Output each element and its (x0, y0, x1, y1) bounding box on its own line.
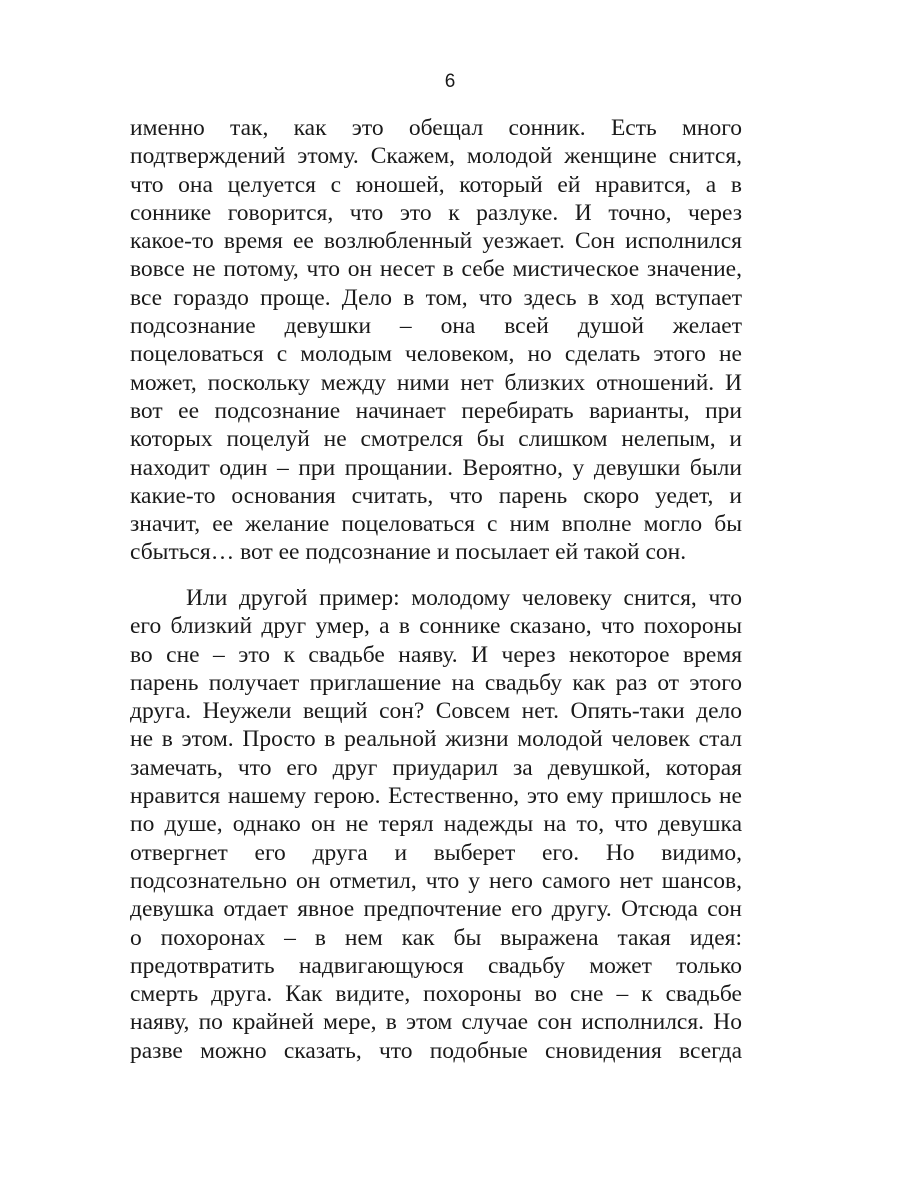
text-line: сбыться… вот ее подсознание и посылает ей такой сон. (130, 539, 687, 566)
paragraph-1 (130, 114, 742, 567)
text-line: все гораздо проще. Дело в том, что здесь в ход вступает (130, 284, 742, 311)
paragraph-2 (130, 584, 742, 1065)
text-line: парень получает приглашение на свадьбу как раз от этого (130, 669, 742, 696)
text-line: вот ее подсознание начинает перебирать варианты, при (130, 397, 742, 424)
text-line: девушка отдает явное предпочтение его другу. Отсюда сон (130, 896, 742, 923)
text-line: его близкий друг умер, а в соннике сказано, что похороны (130, 613, 742, 640)
text-line: наяву, по крайней мере, в этом случае сон исполнился. Но (130, 1009, 742, 1036)
text-line: именно так, как это обещал сонник. Есть много (130, 115, 742, 141)
text-line: смерть друга. Как видите, похороны во сне – к свадьбе (130, 981, 742, 1008)
text-line: не в этом. Просто в реальной жизни молодой человек стал (130, 726, 742, 753)
page-number: 6 (444, 71, 456, 92)
text-line: замечать, что его друг приударил за девушкой, которая (130, 754, 742, 781)
text-line: находит один – при прощании. Вероятно, у девушки были (130, 454, 742, 481)
text-line: предотвратить надвигающуюся свадьбу может только (130, 952, 742, 979)
text-line: отвергнет его друга и выберет его. Но видимо, (130, 839, 742, 866)
text-line: подсознание девушки – она всей душой желает (130, 313, 742, 340)
text-line: разве можно сказать, что подобные сновидения всегда (130, 1037, 742, 1064)
text-line: о похоронах – в нем как бы выражена такая идея: (130, 924, 742, 951)
text-line: какие-то основания считать, что парень скоро уедет, и (130, 482, 742, 509)
text-line: подсознательно он отметил, что у него самого нет шансов, (130, 867, 742, 894)
text-line: вовсе не потому, что он несет в себе мистическое значение, (130, 256, 742, 283)
text-line: значит, ее желание поцеловаться с ним вполне могло бы (130, 511, 742, 538)
text-line: по душе, однако он не терял надежды на то, что девушка (130, 811, 742, 838)
text-line: может, поскольку между ними нет близких отношений. И (130, 369, 742, 396)
text-line: друга. Неужели вещий сон? Совсем нет. Опять-таки дело (130, 698, 742, 725)
text-line: Или другой пример: молодому человеку снится, что (186, 585, 742, 611)
text-line: которых поцелуй не смотрелся бы слишком нелепым, и (130, 426, 742, 453)
text-line: во сне – это к свадьбе наяву. И через некоторое время (130, 641, 742, 668)
text-line: подтверждений этому. Скажем, молодой женщине снится, (130, 143, 742, 170)
text-line: какое-то время ее возлюбленный уезжает. Сон исполнился (130, 228, 742, 255)
text-line: нравится нашему герою. Естественно, это ему пришлось не (130, 783, 742, 810)
text-line: что она целуется с юношей, который ей нравится, а в (130, 171, 742, 198)
text-line: поцеловаться с молодым человеком, но сделать этого не (130, 341, 742, 368)
text-line: соннике говорится, что это к разлуке. И точно, через (130, 199, 742, 226)
